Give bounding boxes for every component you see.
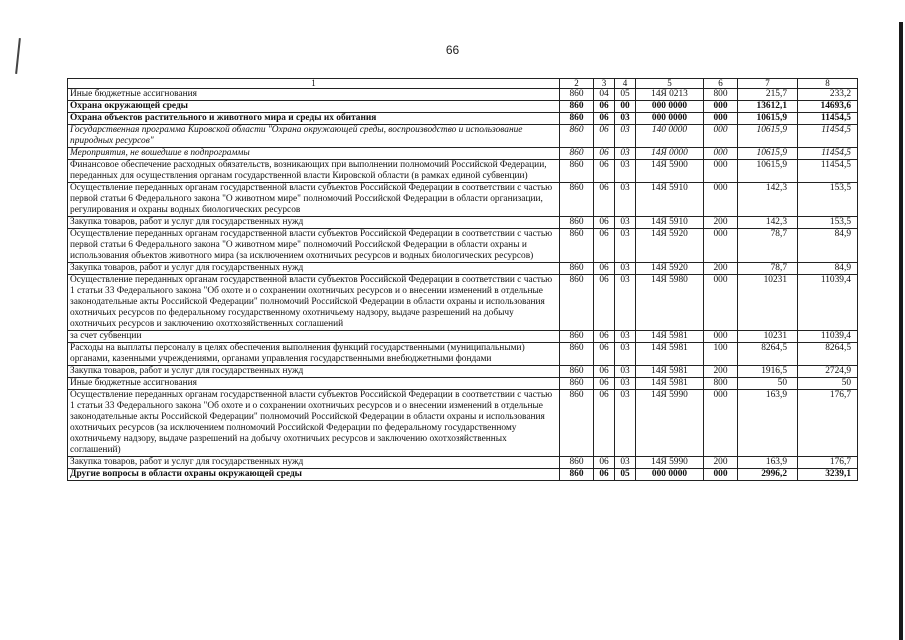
row-code-subsection-cell: 03 xyxy=(615,125,636,148)
table-row xyxy=(68,183,858,217)
table-row xyxy=(68,263,858,275)
row-name-cell: Осуществление переданных органам государственной власти субъектов Российской Федерации в соответствии с частью 1 статьи 33 Федерального закона "Об охоте и о сохранении охотничьих ресурсов и о внесении изменений в отдельные законодательные акты Российской Федерации" полномочий Российской Федерации в области охраны и использования охотничьих ресурсов (за исключением полномочий Российской Федерации по федеральному государственному охотничьему надзору, выдаче разрешений на добычу охотничьих ресурсов и заключению охотхозяйственных соглашений) xyxy=(68,390,560,457)
row-code-subsection-cell: 03 xyxy=(615,217,636,229)
row-amount-year1-cell: 10231 xyxy=(738,275,798,331)
row-code-ministry-cell: 860 xyxy=(560,148,594,160)
row-code-ministry-cell: 860 xyxy=(560,331,594,343)
row-amount-year1-cell: 1916,5 xyxy=(738,366,798,378)
row-code-ministry-cell: 860 xyxy=(560,113,594,125)
row-amount-year2-cell: 3239,1 xyxy=(798,469,858,481)
row-code-subsection-cell: 03 xyxy=(615,275,636,331)
row-code-expense-type-cell: 100 xyxy=(704,343,738,366)
row-amount-year2-cell: 11039,4 xyxy=(798,331,858,343)
row-name-cell: Осуществление переданных органам государственной власти субъектов Российской Федерации в соответствии с частью 1 статьи 33 Федерального закона "Об охоте и о сохранении охотничьих ресурсов и о внесении изменений в отдельные законодательные акты Российской Федерации" полномочий Российской Федерации в области охраны и использования охотничьих ресурсов по федеральному государственному охотничьему надзору, выдаче разрешений на добычу охотничьих ресурсов и заключению охотхозяйственных соглашений xyxy=(68,275,560,331)
header-cell: 5 xyxy=(636,79,704,89)
row-code-subsection-cell: 03 xyxy=(615,263,636,275)
row-name-cell: Финансовое обеспечение расходных обязательств, возникающих при выполнении полномочий Российской Федерации, переданных для осуществления органам государственной власти Кировской области (в рамках единой субвенции) xyxy=(68,160,560,183)
table-row xyxy=(68,160,858,183)
row-amount-year1-cell: 10615,9 xyxy=(738,113,798,125)
row-code-ministry-cell: 860 xyxy=(560,101,594,113)
row-amount-year1-cell: 10615,9 xyxy=(738,160,798,183)
table-row xyxy=(68,125,858,148)
row-amount-year1-cell: 142,3 xyxy=(738,183,798,217)
row-amount-year1-cell: 8264,5 xyxy=(738,343,798,366)
table-row xyxy=(68,229,858,263)
row-code-section-cell: 06 xyxy=(594,263,615,275)
row-code-expense-type-cell: 000 xyxy=(704,390,738,457)
row-amount-year2-cell: 153,5 xyxy=(798,217,858,229)
row-code-target-cell: 140 0000 xyxy=(636,125,704,148)
row-amount-year2-cell: 11454,5 xyxy=(798,148,858,160)
row-code-target-cell: 14Я 5990 xyxy=(636,457,704,469)
header-row xyxy=(68,79,858,89)
table-row xyxy=(68,217,858,229)
row-code-section-cell: 06 xyxy=(594,275,615,331)
row-code-target-cell: 14Я 5981 xyxy=(636,366,704,378)
row-amount-year1-cell: 215,7 xyxy=(738,89,798,101)
row-code-target-cell: 14Я 5990 xyxy=(636,390,704,457)
budget-table xyxy=(67,78,858,481)
table-row xyxy=(68,331,858,343)
row-code-expense-type-cell: 200 xyxy=(704,366,738,378)
row-code-subsection-cell: 03 xyxy=(615,148,636,160)
row-code-section-cell: 06 xyxy=(594,183,615,217)
row-amount-year1-cell: 163,9 xyxy=(738,390,798,457)
row-code-expense-type-cell: 000 xyxy=(704,160,738,183)
row-code-ministry-cell: 860 xyxy=(560,217,594,229)
row-amount-year1-cell: 13612,1 xyxy=(738,101,798,113)
row-code-subsection-cell: 03 xyxy=(615,113,636,125)
row-amount-year2-cell: 11454,5 xyxy=(798,125,858,148)
row-name-cell: Закупка товаров, работ и услуг для государственных нужд xyxy=(68,217,560,229)
row-code-ministry-cell: 860 xyxy=(560,183,594,217)
table-row xyxy=(68,89,858,101)
row-code-target-cell: 14Я 5981 xyxy=(636,331,704,343)
header-cell: 8 xyxy=(798,79,858,89)
row-code-section-cell: 06 xyxy=(594,469,615,481)
row-name-cell: Мероприятия, не вошедшие в подпрограммы xyxy=(68,148,560,160)
table-row xyxy=(68,469,858,481)
row-code-ministry-cell: 860 xyxy=(560,343,594,366)
row-name-cell: Закупка товаров, работ и услуг для государственных нужд xyxy=(68,263,560,275)
table-row xyxy=(68,343,858,366)
row-code-target-cell: 14Я 5981 xyxy=(636,378,704,390)
row-name-cell: Охрана объектов растительного и животного мира и среды их обитания xyxy=(68,113,560,125)
row-code-target-cell: 000 0000 xyxy=(636,469,704,481)
row-code-target-cell: 14Я 5910 xyxy=(636,217,704,229)
row-code-section-cell: 06 xyxy=(594,378,615,390)
row-name-cell: Осуществление переданных органам государственной власти субъектов Российской Федерации в соответствии с частью первой статьи 6 Федерального закона "О животном мире" полномочий Российской Федерации в области охраны и использования объектов животного мира (за исключением охотничьих ресурсов и водных биологических ресурсов) xyxy=(68,229,560,263)
table-row xyxy=(68,457,858,469)
row-code-ministry-cell: 860 xyxy=(560,263,594,275)
row-code-subsection-cell: 03 xyxy=(615,160,636,183)
row-amount-year2-cell: 84,9 xyxy=(798,263,858,275)
row-code-ministry-cell: 860 xyxy=(560,457,594,469)
row-amount-year2-cell: 11454,5 xyxy=(798,160,858,183)
row-code-target-cell: 14Я 0213 xyxy=(636,89,704,101)
row-code-expense-type-cell: 000 xyxy=(704,469,738,481)
row-amount-year2-cell: 233,2 xyxy=(798,89,858,101)
row-amount-year1-cell: 10615,9 xyxy=(738,125,798,148)
row-code-subsection-cell: 03 xyxy=(615,229,636,263)
row-amount-year2-cell: 50 xyxy=(798,378,858,390)
row-code-ministry-cell: 860 xyxy=(560,89,594,101)
row-code-target-cell: 14Я 5920 xyxy=(636,229,704,263)
row-code-expense-type-cell: 000 xyxy=(704,148,738,160)
row-code-section-cell: 06 xyxy=(594,148,615,160)
row-name-cell: Иные бюджетные ассигнования xyxy=(68,378,560,390)
row-name-cell: Расходы на выплаты персоналу в целях обеспечения выполнения функций государственными (муниципальными) органами, казенными учреждениями, органами управления государственными внебюджетными фондами xyxy=(68,343,560,366)
row-code-expense-type-cell: 000 xyxy=(704,229,738,263)
row-amount-year1-cell: 78,7 xyxy=(738,263,798,275)
table-row xyxy=(68,390,858,457)
row-amount-year2-cell: 14693,6 xyxy=(798,101,858,113)
table-row xyxy=(68,101,858,113)
row-code-expense-type-cell: 200 xyxy=(704,457,738,469)
row-code-ministry-cell: 860 xyxy=(560,378,594,390)
row-code-section-cell: 06 xyxy=(594,229,615,263)
row-code-target-cell: 14Я 5981 xyxy=(636,343,704,366)
row-code-expense-type-cell: 000 xyxy=(704,101,738,113)
row-amount-year2-cell: 2724,9 xyxy=(798,366,858,378)
row-amount-year1-cell: 78,7 xyxy=(738,229,798,263)
row-code-section-cell: 06 xyxy=(594,113,615,125)
row-code-section-cell: 06 xyxy=(594,343,615,366)
row-code-target-cell: 14Я 5900 xyxy=(636,160,704,183)
row-code-subsection-cell: 00 xyxy=(615,101,636,113)
row-amount-year2-cell: 176,7 xyxy=(798,390,858,457)
row-name-cell: Государственная программа Кировской области "Охрана окружающей среды, воспроизводство и использование природных ресурсов" xyxy=(68,125,560,148)
table-row xyxy=(68,113,858,125)
header-cell: 2 xyxy=(560,79,594,89)
row-code-section-cell: 06 xyxy=(594,217,615,229)
row-code-subsection-cell: 03 xyxy=(615,457,636,469)
row-code-section-cell: 06 xyxy=(594,390,615,457)
row-code-subsection-cell: 05 xyxy=(615,89,636,101)
row-code-ministry-cell: 860 xyxy=(560,469,594,481)
table-row xyxy=(68,148,858,160)
row-amount-year1-cell: 142,3 xyxy=(738,217,798,229)
row-name-cell: Осуществление переданных органам государственной власти субъектов Российской Федерации в соответствии с частью первой статьи 6 Федерального закона "О животном мире" полномочий Российской Федерации в области организации, регулирования и охраны водных биологических ресурсов xyxy=(68,183,560,217)
row-code-expense-type-cell: 000 xyxy=(704,125,738,148)
header-cell: 7 xyxy=(738,79,798,89)
page-edge-border xyxy=(899,22,903,640)
row-name-cell: Иные бюджетные ассигнования xyxy=(68,89,560,101)
table-row xyxy=(68,378,858,390)
row-code-expense-type-cell: 200 xyxy=(704,263,738,275)
row-code-ministry-cell: 860 xyxy=(560,160,594,183)
row-amount-year2-cell: 11039,4 xyxy=(798,275,858,331)
row-code-section-cell: 04 xyxy=(594,89,615,101)
row-name-cell: Закупка товаров, работ и услуг для государственных нужд xyxy=(68,457,560,469)
row-name-cell: за счет субвенции xyxy=(68,331,560,343)
row-code-subsection-cell: 03 xyxy=(615,331,636,343)
row-amount-year2-cell: 11454,5 xyxy=(798,113,858,125)
row-amount-year1-cell: 50 xyxy=(738,378,798,390)
table-row xyxy=(68,275,858,331)
page-number: 66 xyxy=(445,43,460,57)
row-code-expense-type-cell: 800 xyxy=(704,89,738,101)
row-name-cell: Другие вопросы в области охраны окружающей среды xyxy=(68,469,560,481)
row-code-target-cell: 14Я 5980 xyxy=(636,275,704,331)
row-amount-year1-cell: 10231 xyxy=(738,331,798,343)
header-cell: 3 xyxy=(594,79,615,89)
row-code-target-cell: 14Я 0000 xyxy=(636,148,704,160)
row-code-ministry-cell: 860 xyxy=(560,275,594,331)
row-code-expense-type-cell: 000 xyxy=(704,331,738,343)
row-code-section-cell: 06 xyxy=(594,160,615,183)
row-code-expense-type-cell: 200 xyxy=(704,217,738,229)
row-code-subsection-cell: 03 xyxy=(615,366,636,378)
row-code-section-cell: 06 xyxy=(594,101,615,113)
row-name-cell: Охрана окружающей среды xyxy=(68,101,560,113)
row-code-target-cell: 14Я 5920 xyxy=(636,263,704,275)
header-cell: 6 xyxy=(704,79,738,89)
row-amount-year1-cell: 2996,2 xyxy=(738,469,798,481)
row-code-expense-type-cell: 000 xyxy=(704,113,738,125)
row-amount-year2-cell: 84,9 xyxy=(798,229,858,263)
row-code-ministry-cell: 860 xyxy=(560,125,594,148)
table-row xyxy=(68,366,858,378)
row-amount-year2-cell: 8264,5 xyxy=(798,343,858,366)
row-code-ministry-cell: 860 xyxy=(560,366,594,378)
row-code-section-cell: 06 xyxy=(594,457,615,469)
row-amount-year2-cell: 153,5 xyxy=(798,183,858,217)
row-code-section-cell: 06 xyxy=(594,125,615,148)
row-code-expense-type-cell: 000 xyxy=(704,275,738,331)
row-code-ministry-cell: 860 xyxy=(560,229,594,263)
row-amount-year2-cell: 176,7 xyxy=(798,457,858,469)
row-code-section-cell: 06 xyxy=(594,331,615,343)
row-code-target-cell: 000 0000 xyxy=(636,101,704,113)
row-amount-year1-cell: 10615,9 xyxy=(738,148,798,160)
row-code-section-cell: 06 xyxy=(594,366,615,378)
row-code-subsection-cell: 03 xyxy=(615,343,636,366)
row-code-subsection-cell: 03 xyxy=(615,183,636,217)
header-cell: 1 xyxy=(68,79,560,89)
header-cell: 4 xyxy=(615,79,636,89)
row-code-subsection-cell: 03 xyxy=(615,390,636,457)
row-code-subsection-cell: 03 xyxy=(615,378,636,390)
row-code-subsection-cell: 05 xyxy=(615,469,636,481)
row-amount-year1-cell: 163,9 xyxy=(738,457,798,469)
row-code-target-cell: 000 0000 xyxy=(636,113,704,125)
row-code-expense-type-cell: 000 xyxy=(704,183,738,217)
row-code-expense-type-cell: 800 xyxy=(704,378,738,390)
row-code-ministry-cell: 860 xyxy=(560,390,594,457)
row-code-target-cell: 14Я 5910 xyxy=(636,183,704,217)
row-name-cell: Закупка товаров, работ и услуг для государственных нужд xyxy=(68,366,560,378)
